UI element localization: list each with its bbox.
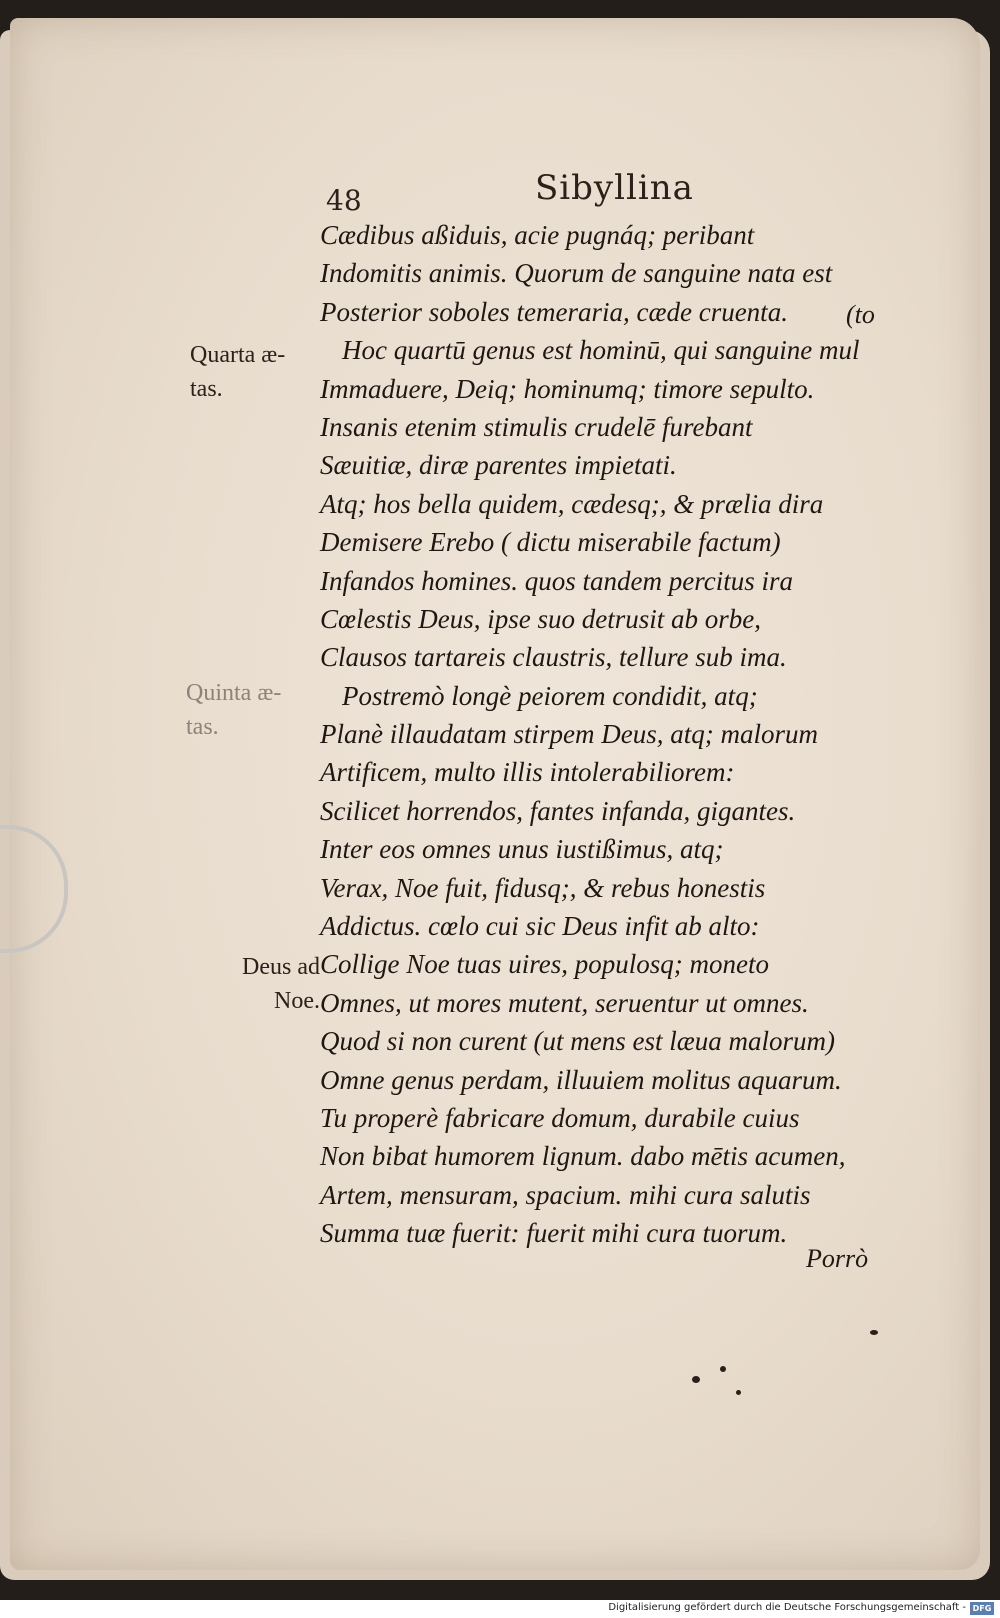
- margin-note-line: Deus ad: [242, 954, 320, 980]
- verse-line: Immaduere, Deiq; hominumq; timore sepulto.: [320, 373, 815, 404]
- margin-note-line: tas.: [190, 376, 223, 402]
- margin-note-line: Noe.: [274, 988, 320, 1014]
- margin-note-deus-ad-noe: [200, 950, 320, 1018]
- page-header: [0, 168, 1000, 218]
- verse-line: Artem, mensuram, spacium. mihi cura salutis: [320, 1179, 811, 1210]
- verse-line: Planè illaudatam stirpem Deus, atq; malorum: [320, 719, 818, 750]
- verse-line: Verax, Noe fuit, fidusq;, & rebus honestis: [320, 872, 766, 903]
- ink-spot: [692, 1376, 700, 1383]
- verse-line: Infandos homines. quos tandem percitus ira: [320, 565, 793, 596]
- verse-line: Hoc quartū genus est hominū, qui sanguine mul: [342, 335, 860, 366]
- verse-line: Indomitis animis. Quorum de sanguine nata est: [320, 258, 833, 289]
- verse-line: Posterior soboles temeraria, cæde cruenta.: [320, 296, 788, 327]
- verse-line: Inter eos omnes unus iustißimus, atq;: [320, 834, 724, 865]
- margin-note-quarta-aetas: [190, 338, 285, 406]
- verse-line: Quod si non curent (ut mens est læua malorum): [320, 1026, 835, 1057]
- verse-line: Omnes, ut mores mutent, seruentur ut omnes.: [320, 987, 809, 1018]
- verse-line: Addictus. cœlo cui sic Deus infit ab alto:: [320, 911, 760, 942]
- ink-spot: [720, 1366, 726, 1372]
- verse-line: Scilicet horrendos, fantes infanda, gigantes.: [320, 795, 796, 826]
- verse-continuation: (to: [846, 300, 875, 329]
- verse-line: Clausos tartareis claustris, tellure sub ima.: [320, 642, 787, 673]
- verse-line: Cœlestis Deus, ipse suo detrusit ab orbe,: [320, 603, 762, 634]
- margin-note-quinta-aetas: [186, 676, 281, 744]
- margin-note-line: Quarta æ-: [190, 342, 286, 368]
- verse-line: Tu properè fabricare domum, durabile cuius: [320, 1102, 800, 1133]
- verse-line: Non bibat humorem lignum. dabo mētis acumen,: [320, 1141, 846, 1172]
- verse-line: Sæuitiæ, diræ parentes impietati.: [320, 450, 677, 481]
- verse-line: Postremò longè peiorem condidit, atq;: [342, 680, 758, 711]
- verse-line: Atq; hos bella quidem, cædesq;, & prælia dira: [320, 488, 824, 519]
- running-head: Sibyllina: [535, 168, 694, 208]
- verse-line: Insanis etenim stimulis crudelē furebant: [320, 411, 753, 442]
- verse-line: Demisere Erebo ( dictu miserabile factum): [320, 527, 781, 558]
- ink-spot: [736, 1390, 741, 1395]
- verse-block: [320, 216, 900, 1253]
- verse-line: Omne genus perdam, illuuiem molitus aquarum.: [320, 1064, 842, 1095]
- footer-credit: Digitalisierung gefördert durch die Deutsche Forschungsgemeinschaft -: [608, 1602, 966, 1613]
- dfg-logo: DFG: [970, 1602, 994, 1615]
- verse-line: Collige Noe tuas uires, populosq; moneto: [320, 949, 769, 980]
- margin-note-line: Quinta æ-: [186, 680, 282, 706]
- page-number: 48: [326, 184, 362, 217]
- verse-line: Cædibus aßiduis, acie pugnáq; peribant: [320, 220, 755, 250]
- verse-line: Summa tuæ fuerit: fuerit mihi cura tuorum.: [320, 1218, 788, 1249]
- catchword: Porrò: [806, 1244, 869, 1273]
- verse-line: Artificem, multo illis intolerabiliorem:: [320, 757, 735, 788]
- ink-spot: [870, 1330, 878, 1335]
- margin-note-line: tas.: [186, 714, 219, 740]
